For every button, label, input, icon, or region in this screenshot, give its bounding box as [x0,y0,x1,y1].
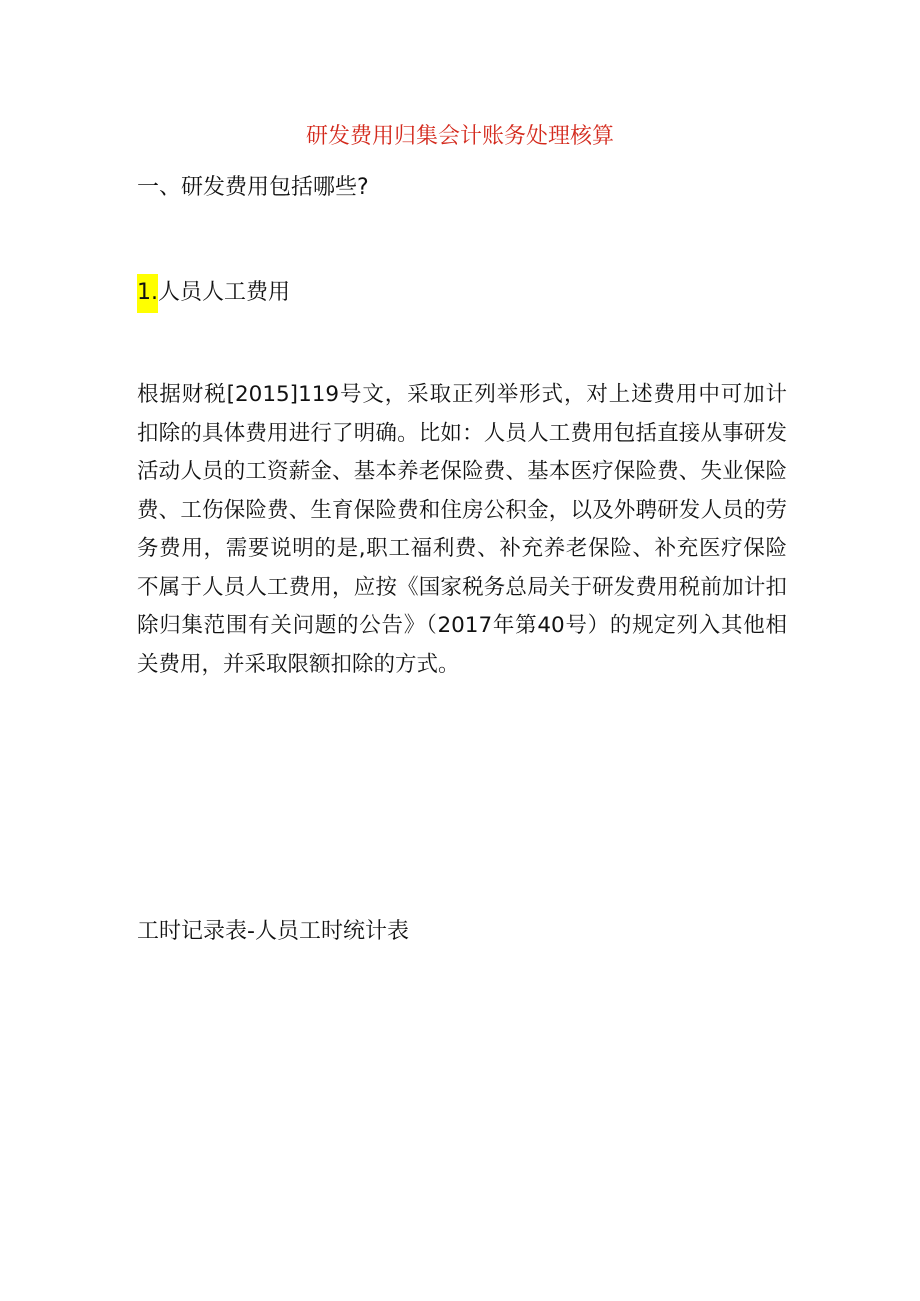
sub-heading-text: 人员人工费用 [158,280,291,305]
body-paragraph: 根据财税[2015]119号文，采取正列举形式，对上述费用中可加计扣除的具体费用进行了明确。比如：人员人工费用包括直接从事研发活动人员的工资薪金、基本养老保险费、基本医疗保险费、失业保险费、工伤保险费、生育保险费和住房公积金，以及外聘研发人员的劳务费用，需要说明的是,职工福利费、补充养老保险、补充医疗保险不属于人员人工费用，应按《国家税务总局关于研发费用税前加计扣除归集范围有关问题的公告》（2017年第40号）的规定列入其他相关费用，并采取限额扣除的方式。 [137,382,787,677]
sub-heading [137,276,290,310]
section-heading: 一、研发费用包括哪些? [137,175,369,200]
document-title: 研发费用归集会计账务处理核算 [305,124,614,149]
table-caption: 工时记录表-人员工时统计表 [137,919,409,944]
highlighted-number: 1. [137,274,158,313]
